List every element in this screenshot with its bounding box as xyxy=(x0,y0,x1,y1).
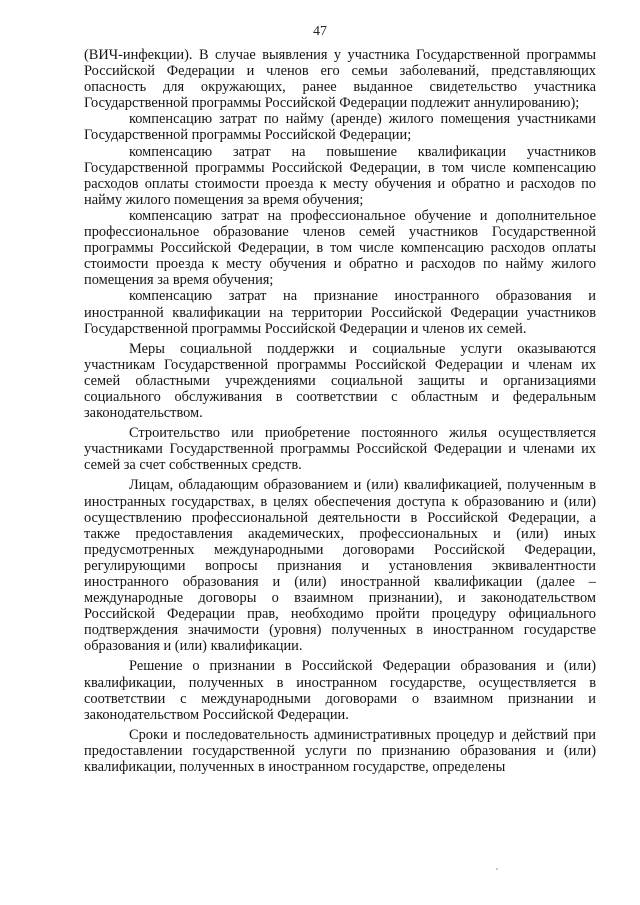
paragraph-administrative-procedures: Сроки и последовательность административных процедур и действий при предоставлении государственной услуги по признанию образования и (или) квалификации, полученных в иностранном государстве, определены xyxy=(84,726,596,776)
paragraph-hiv-continuation: (ВИЧ-инфекции). В случае выявления у участника Государственной программы Российской Федерации и членов его семьи заболеваний, представляющих опасность для окружающих, ранее выданное свидетельство участника Государственной программы Российской Федерации подлежит аннулированию); xyxy=(84,47,596,112)
scan-speck xyxy=(496,868,498,870)
paragraph-social-support: Меры социальной поддержки и социальные услуги оказываются участникам Государственной программы Российской Федерации и членам их семей областными учреждениями социальной защиты и организациями социального обслуживания в соответствии с областным и федеральным законодательством. xyxy=(84,340,596,422)
paragraph-recognition-decision: Решение о признании в Российской Федерации образования и (или) квалификации, полученных в иностранном государстве, осуществляется в соответствии с международными договорами о взаимном признании и законодательством Российской Федерации. xyxy=(84,658,596,723)
paragraph-qualification-compensation: компенсацию затрат на повышение квалификации участников Государственной программы Российской Федерации, в том числе компенсацию расходов оплаты стоимости проезда к месту обучения и обратно и расходов по найму жилого помещения за время обучения; xyxy=(84,143,596,208)
paragraph-rent-compensation: компенсацию затрат по найму (аренде) жилого помещения участниками Государственной программы Российской Федерации; xyxy=(84,111,596,144)
paragraph-foreign-education-recognition-compensation: компенсацию затрат на признание иностранного образования и иностранной квалификации на территории Российской Федерации участников Государственной программы Российской Федерации и членов их семей. xyxy=(84,288,596,337)
paragraph-housing: Строительство или приобретение постоянного жилья осуществляется участниками Государственной программы Российской Федерации и членами их семей за счет собственных средств. xyxy=(84,425,596,474)
paragraph-family-education-compensation: компенсацию затрат на профессиональное обучение и дополнительное профессиональное образование членов семей участников Государственной программы Российской Федерации, в том числе компенсацию расходов оплаты стоимости проезда к месту обучения и обратно и расходов по найму жилого помещения за время обучения; xyxy=(84,207,596,289)
document-body xyxy=(84,47,596,775)
paragraph-foreign-qualification: Лицам, обладающим образованием и (или) квалификацией, полученным в иностранных государствах, в целях обеспечения доступа к образованию и (или) осуществлению профессиональной деятельности в Российской Федерации, а также предоставления академических, профессиональных и (или) иных предусмотренных международными договорами Российской Федерации, регулирующими вопросы признания и установления эквивалентности иностранного образования и (или) иностранной квалификации (далее – международные договоры о взаимном признании), и законодательством Российской Федерации прав, необходимо пройти процедуру официального подтверждения значимости (уровня) полученных в иностранном государстве образования и (или) квалификации. xyxy=(84,477,596,655)
page-number: 47 xyxy=(313,24,327,39)
